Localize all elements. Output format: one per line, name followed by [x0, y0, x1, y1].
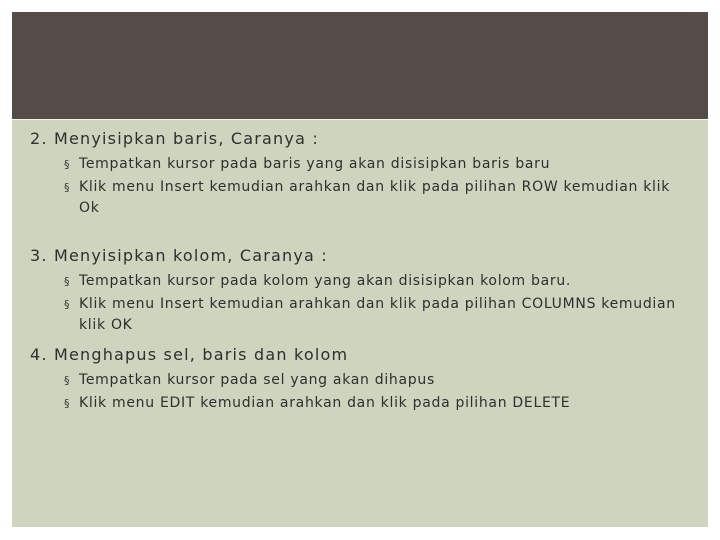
- header-divider: [12, 119, 708, 120]
- bullet-list: [30, 271, 690, 336]
- bullet-text: Klik menu Insert kemudian arahkan dan klik pada pilihan ROW kemudian klik Ok: [79, 179, 671, 216]
- bullet-marker-icon: §: [64, 158, 71, 171]
- bullet-marker-icon: §: [64, 298, 71, 311]
- section-insert-row: [30, 126, 690, 219]
- bullet-list: [30, 370, 690, 414]
- bullet-item: [64, 393, 690, 414]
- bullet-item: [64, 271, 690, 292]
- section-title: 4. Menghapus sel, baris dan kolom: [30, 345, 349, 364]
- bullet-item: [64, 294, 690, 336]
- bullet-marker-icon: §: [64, 275, 71, 288]
- bullet-item: [64, 177, 690, 219]
- section-title: 2. Menyisipkan baris, Caranya :: [30, 129, 319, 148]
- bullet-item: [64, 154, 690, 175]
- bullet-text: Tempatkan kursor pada kolom yang akan disisipkan kolom baru.: [79, 273, 572, 289]
- bullet-marker-icon: §: [64, 374, 71, 387]
- slide-content: [30, 126, 690, 416]
- bullet-text: Tempatkan kursor pada sel yang akan dihapus: [79, 372, 435, 388]
- bullet-text: Klik menu EDIT kemudian arahkan dan klik pada pilihan DELETE: [79, 395, 571, 411]
- bullet-marker-icon: §: [64, 181, 71, 194]
- bullet-marker-icon: §: [64, 397, 71, 410]
- bullet-text: Klik menu Insert kemudian arahkan dan klik pada pilihan COLUMNS kemudian klik OK: [79, 296, 676, 333]
- bullet-item: [64, 370, 690, 391]
- section-delete: [30, 342, 690, 414]
- bullet-text: Tempatkan kursor pada baris yang akan disisipkan baris baru: [79, 156, 551, 172]
- bullet-list: [30, 154, 690, 219]
- header-band: [12, 12, 708, 119]
- section-insert-column: [30, 243, 690, 336]
- section-title: 3. Menyisipkan kolom, Caranya :: [30, 246, 328, 265]
